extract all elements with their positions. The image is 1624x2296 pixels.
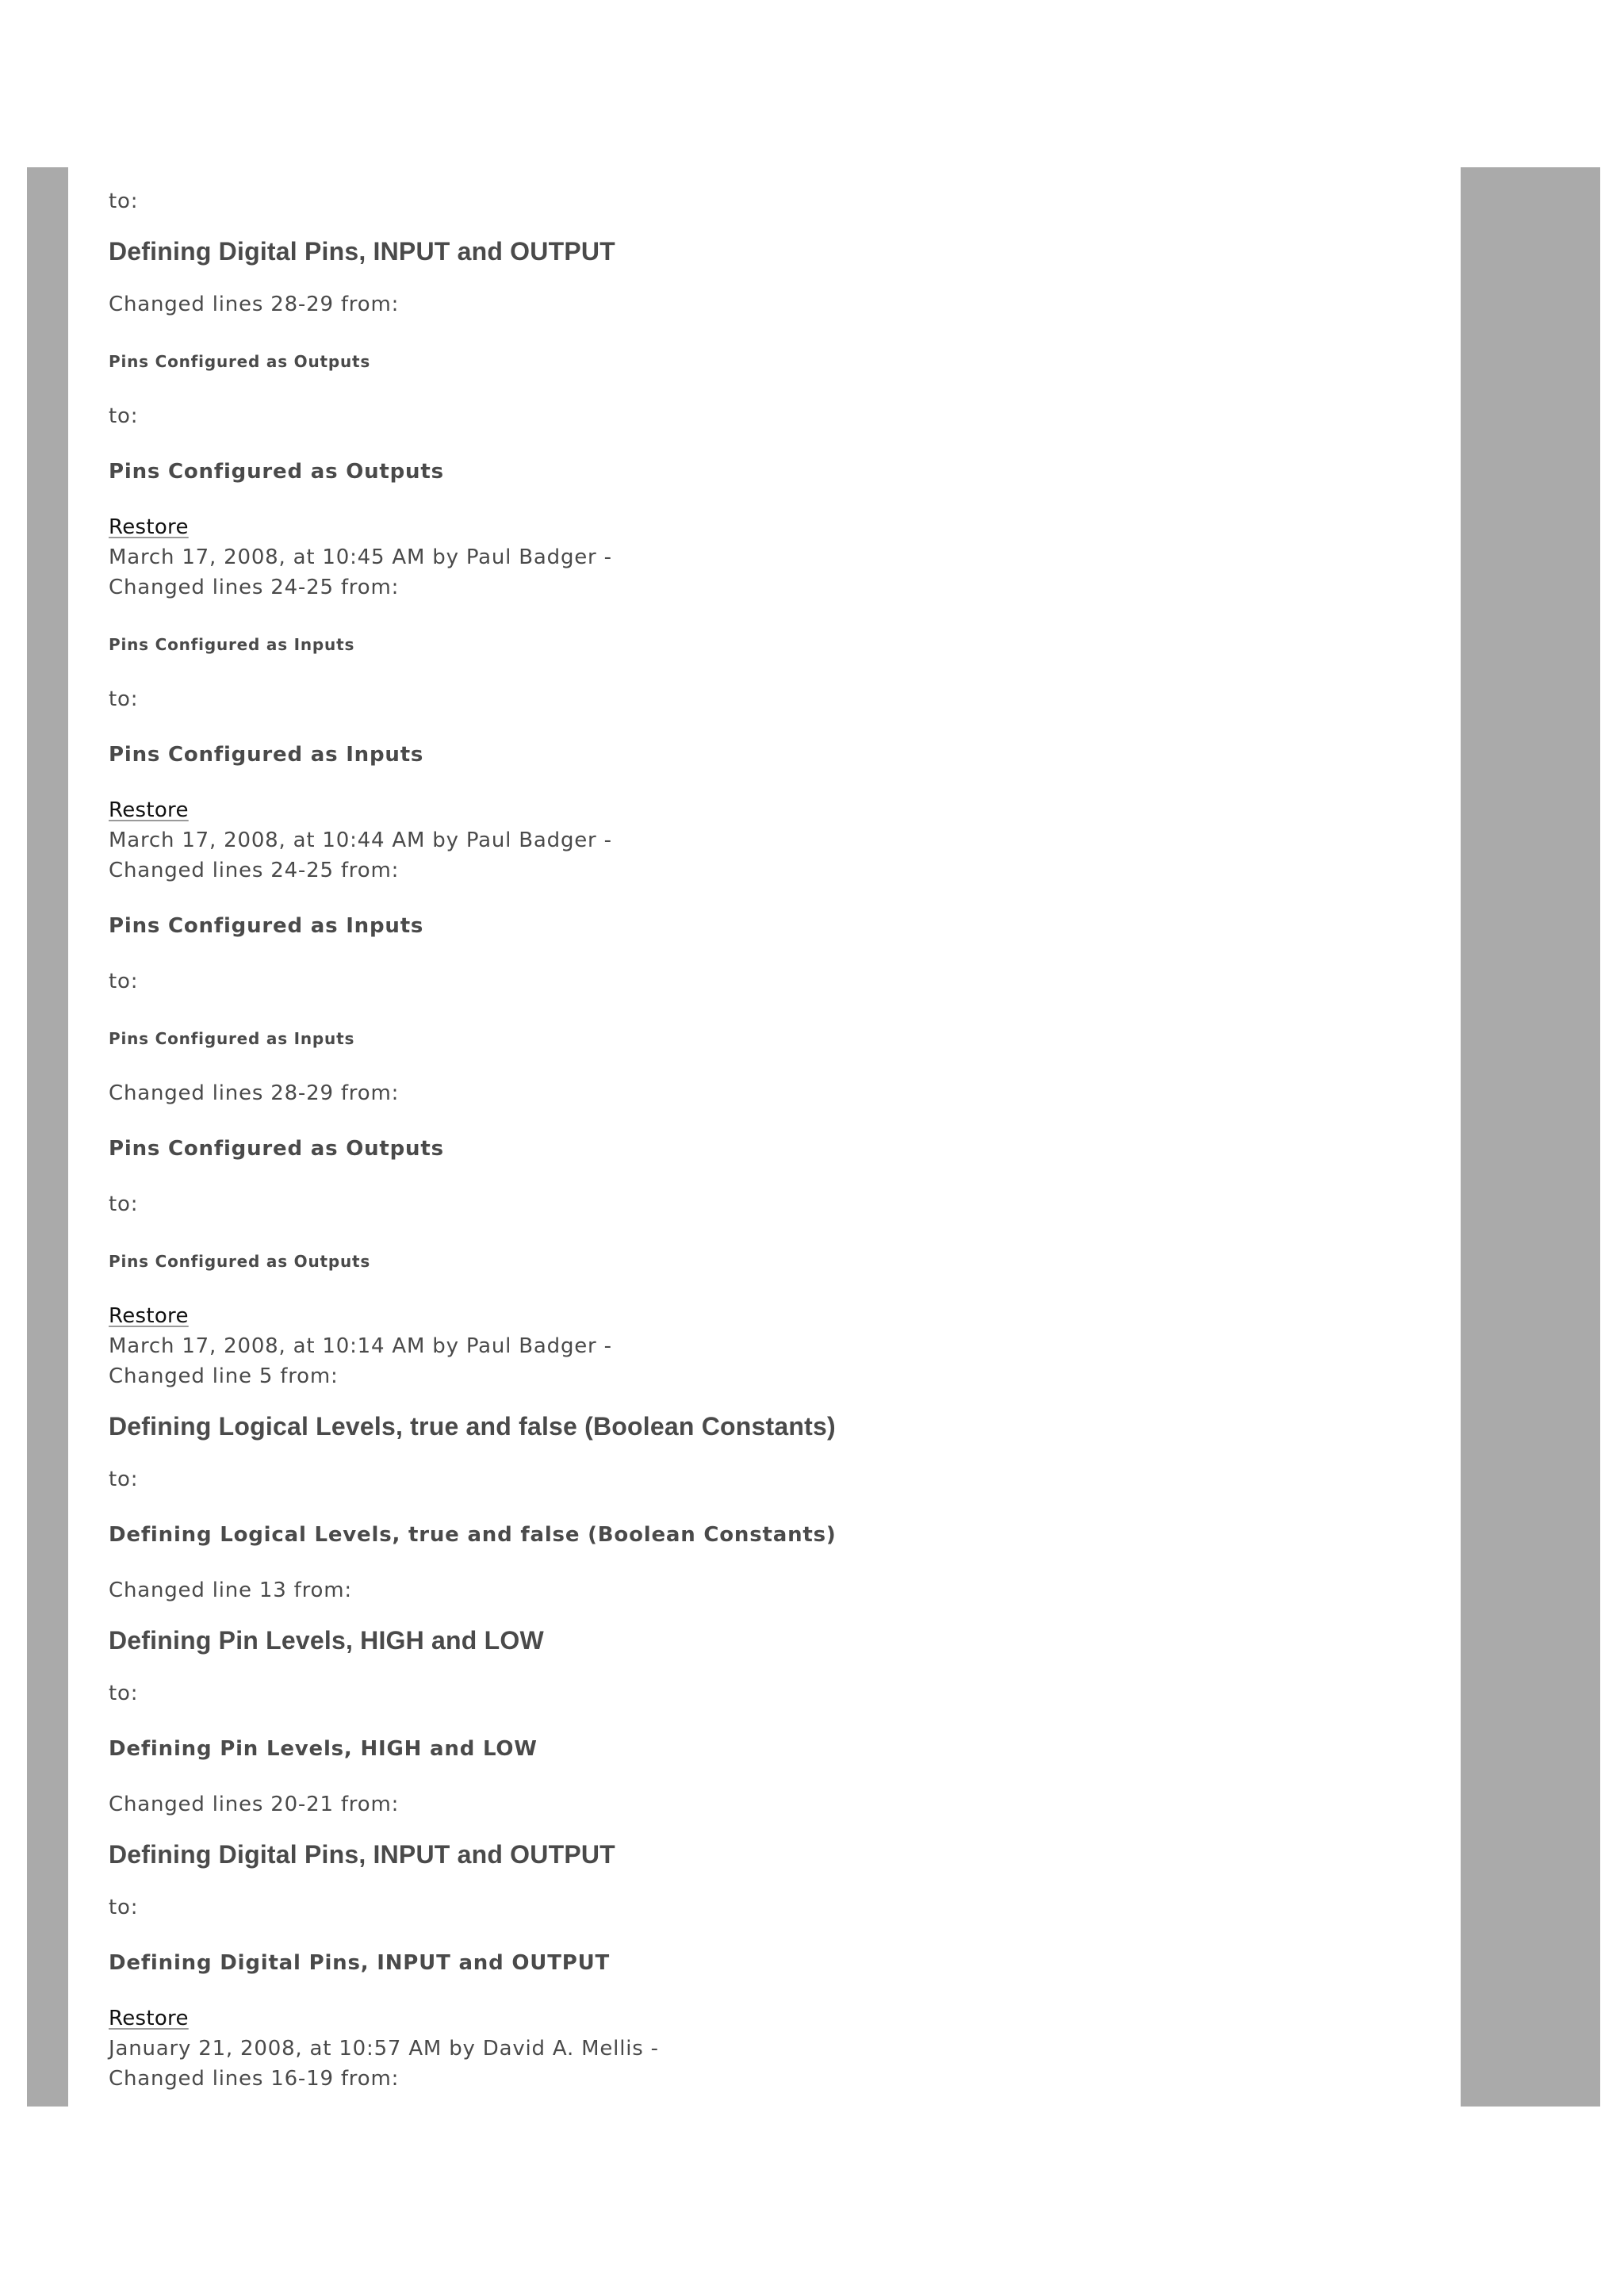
diff-to-label: to:	[109, 404, 139, 428]
diff-heading-small: Pins Configured as Inputs	[109, 1029, 355, 1048]
diff-to-label: to:	[109, 1682, 139, 1705]
left-margin-bar	[27, 167, 68, 2107]
diff-to-label: to:	[109, 1896, 139, 1919]
diff-heading-medium: Defining Pin Levels, HIGH and LOW	[109, 1737, 538, 1761]
restore-link[interactable]: Restore	[109, 515, 189, 539]
diff-to-label: to:	[109, 970, 139, 993]
restore-link[interactable]: Restore	[109, 1304, 189, 1328]
diff-to-label: to:	[109, 1468, 139, 1491]
restore-link[interactable]: Restore	[109, 798, 189, 822]
diff-heading-small: Pins Configured as Inputs	[109, 635, 355, 654]
diff-heading-medium: Pins Configured as Inputs	[109, 914, 424, 938]
diff-to-label: to:	[109, 1192, 139, 1216]
diff-to-label: to:	[109, 687, 139, 711]
diff-heading-medium: Pins Configured as Outputs	[109, 460, 444, 484]
revision-meta: March 17, 2008, at 10:14 AM by Paul Badger -	[109, 1334, 612, 1358]
diff-heading-medium: Defining Logical Levels, true and false (Boolean Constants)	[109, 1523, 837, 1547]
diff-change-summary: Changed lines 28-29 from:	[109, 293, 400, 316]
revision-meta: March 17, 2008, at 10:44 AM by Paul Badger -	[109, 828, 612, 852]
diff-change-summary: Changed lines 16-19 from:	[109, 2067, 400, 2091]
revision-meta: March 17, 2008, at 10:45 AM by Paul Badger -	[109, 545, 612, 569]
diff-heading-medium: Pins Configured as Inputs	[109, 743, 424, 767]
diff-change-summary: Changed line 13 from:	[109, 1578, 352, 1602]
diff-heading-medium: Pins Configured as Outputs	[109, 1137, 444, 1161]
diff-heading: Defining Digital Pins, INPUT and OUTPUT	[109, 1840, 615, 1869]
restore-link[interactable]: Restore	[109, 2007, 189, 2030]
diff-change-summary: Changed lines 28-29 from:	[109, 1081, 400, 1105]
diff-heading: Defining Pin Levels, HIGH and LOW	[109, 1626, 544, 1655]
diff-heading: Defining Digital Pins, INPUT and OUTPUT	[109, 237, 615, 266]
diff-heading-medium: Defining Digital Pins, INPUT and OUTPUT	[109, 1951, 611, 1975]
revision-meta: January 21, 2008, at 10:57 AM by David A. Mellis -	[109, 2037, 659, 2061]
diff-to-label: to:	[109, 189, 139, 213]
diff-change-summary: Changed lines 20-21 from:	[109, 1793, 400, 1816]
diff-change-summary: Changed lines 24-25 from:	[109, 859, 400, 882]
diff-change-summary: Changed lines 24-25 from:	[109, 576, 400, 599]
diff-heading: Defining Logical Levels, true and false (Boolean Constants)	[109, 1412, 836, 1441]
right-margin-bar	[1461, 167, 1600, 2107]
diff-heading-small: Pins Configured as Outputs	[109, 1252, 371, 1271]
diff-heading-small: Pins Configured as Outputs	[109, 352, 371, 371]
diff-change-summary: Changed line 5 from:	[109, 1364, 339, 1388]
